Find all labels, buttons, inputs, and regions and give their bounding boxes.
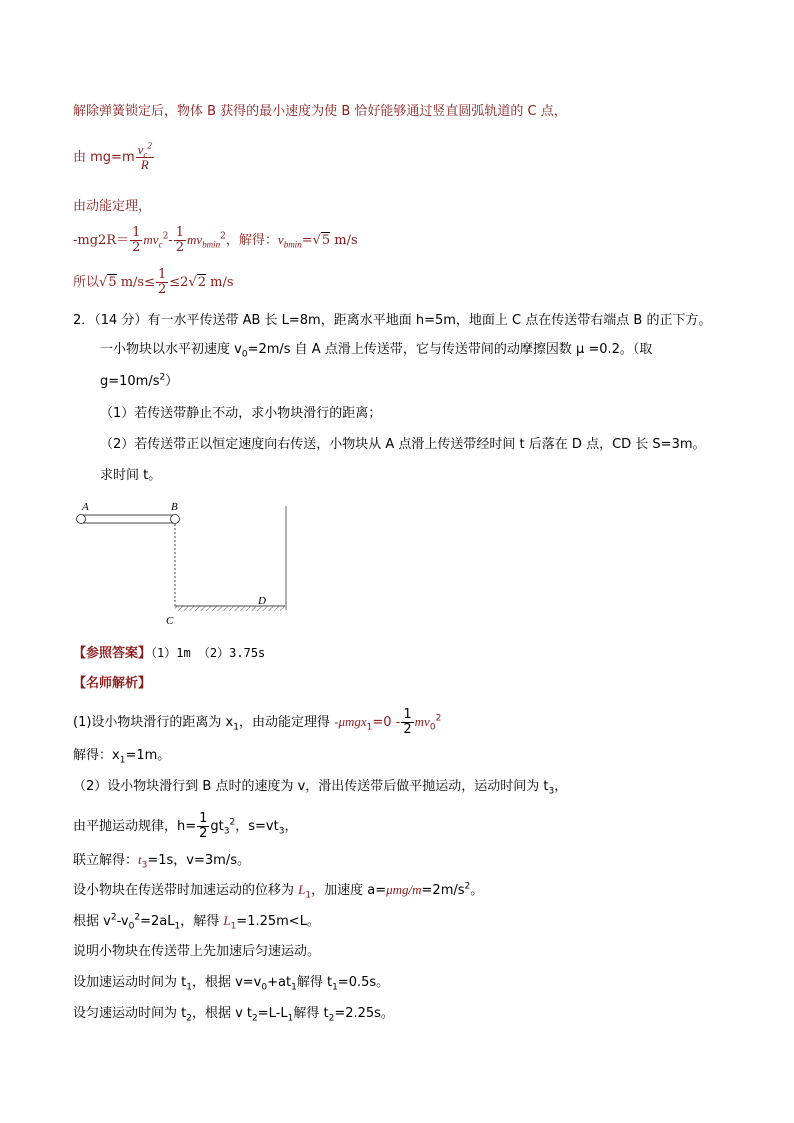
text-run: m/s≤	[116, 275, 155, 290]
text-run: 5	[108, 275, 117, 290]
text-run: =2aL	[140, 914, 175, 929]
text-run: gt	[210, 819, 224, 834]
text-run: =1m。	[125, 748, 171, 763]
text-run: 一小物块以水平初速度 v	[100, 342, 242, 357]
text-run: g=10m/s	[100, 374, 160, 389]
text-run: mv	[186, 232, 203, 247]
text-run: ，解得	[180, 914, 224, 929]
analysis-line-3	[73, 777, 567, 797]
text-run: 2	[186, 1013, 192, 1024]
analysis-line-9	[73, 973, 389, 993]
text-run: v	[137, 142, 144, 157]
text-run: -	[168, 233, 173, 248]
question-2-line-5: （2）若传送带正以恒定速度向右传送，小物块从 A 点滑上传送带经时间 t 后落在 D 点，CD 长 S=3m。	[100, 437, 706, 452]
text-run: =	[301, 233, 313, 248]
label-a: A	[82, 501, 89, 513]
label-b: B	[171, 501, 178, 513]
analysis-line-4	[73, 812, 297, 841]
text-run: 2	[403, 722, 412, 737]
text-run: -mg2R＝	[73, 233, 130, 248]
text-run: -v	[116, 914, 129, 929]
analysis-line-10	[73, 1004, 394, 1024]
text-run: 3	[278, 826, 285, 837]
text-run: 由平抛运动规律，h=	[73, 819, 197, 834]
sqrt-symbol: √	[312, 233, 321, 248]
fraction-half	[156, 268, 168, 297]
text-run: (1)设小物块滑行的距离为 x	[73, 715, 234, 730]
solution-line-1: 解除弹簧锁定后，物体 B 获得的最小速度为使 B 恰好能够通过竖直圆弧轨道的 C 点，	[73, 104, 567, 119]
solution-line-5	[73, 268, 234, 297]
text-run: bmin	[202, 239, 221, 250]
text-run: 解得 t	[293, 1006, 329, 1021]
text-run: 1	[199, 811, 208, 826]
text-run: m/s	[206, 275, 234, 290]
text-run: 3	[223, 826, 230, 837]
pulley-b	[171, 515, 180, 524]
conveyor-belt-diagram	[70, 498, 300, 633]
fraction-half	[130, 226, 142, 255]
text-run: 设小物块在传送带时加速运动的位移为	[73, 883, 299, 898]
text-run: 所以	[73, 275, 100, 290]
text-run: 2	[229, 817, 236, 828]
text-run: 1	[305, 890, 312, 901]
text-run: 1	[174, 921, 181, 932]
text-run: =1s，v=3m/s。	[147, 853, 250, 868]
text-run: 设匀速运动时间为 t	[73, 1006, 187, 1021]
answer-tag: 【参照答案】	[73, 646, 152, 661]
text-run: 0	[241, 349, 248, 360]
solution-line-2	[73, 140, 155, 172]
text-run: 2	[464, 881, 471, 892]
text-run: 2	[175, 240, 184, 255]
text-run: 1	[132, 225, 141, 240]
text-run: 0	[261, 982, 268, 993]
analysis-line-5	[73, 850, 250, 871]
conveyor-belt	[77, 515, 180, 524]
ground-hatching	[175, 606, 285, 611]
text-run: +at	[267, 975, 292, 990]
analysis-tag: 【名师解析】	[73, 676, 152, 691]
question-2-line-3	[100, 372, 178, 392]
text-run: 。	[470, 883, 484, 898]
text-run: ，	[554, 779, 568, 794]
fraction-half	[174, 226, 186, 255]
text-run: t	[138, 852, 142, 867]
text-run: m/s	[330, 233, 358, 248]
fraction-half	[401, 708, 413, 737]
text-run: 1	[366, 722, 373, 733]
text-run: 2	[162, 231, 169, 242]
question-2-line-1: 2．（14 分）有一水平传送带 AB 长 L=8m，距离水平地面 h=5m，地面上 C 点在传送带右端点 B 的正下方。	[73, 313, 712, 328]
label-c: C	[166, 615, 174, 627]
text-run: bmin	[283, 239, 302, 250]
text-run: 5	[321, 233, 331, 248]
text-run: 根据 v	[73, 914, 111, 929]
text-run: =2m/s	[421, 883, 465, 898]
text-run: R	[140, 157, 149, 172]
text-run: ，	[284, 819, 298, 834]
text-run: =0 -	[372, 715, 401, 730]
text-run: 解得 t	[296, 975, 333, 990]
sqrt-symbol: √	[188, 275, 197, 290]
text-run: =0.5s。	[337, 975, 390, 990]
text-run: 3	[141, 860, 148, 871]
text-run: 1	[332, 982, 338, 993]
text-run: 2	[435, 713, 442, 724]
text-run: -μmgx	[334, 714, 367, 729]
text-run: 联立解得：	[73, 853, 139, 868]
text-run: ，加速度 a=	[311, 883, 387, 898]
text-run: 由 mg=m	[73, 150, 135, 165]
text-run: 2	[147, 140, 152, 151]
text-run: 1	[291, 982, 297, 993]
answer-text: （1）1m （2）3.75s	[151, 646, 266, 660]
question-2-line-6: 求时间 t。	[100, 468, 162, 483]
text-run: 0	[128, 921, 135, 932]
text-run: 2	[159, 372, 166, 383]
text-run: c	[143, 149, 148, 160]
text-run: 2	[197, 275, 207, 290]
text-run: 2	[134, 912, 141, 923]
text-run: 设加速运动时间为 t	[73, 975, 187, 990]
text-run: ）	[165, 374, 179, 389]
answer-line	[73, 643, 265, 664]
text-run: 2	[110, 912, 117, 923]
text-run: =L-L	[257, 1006, 288, 1021]
text-run: 1	[230, 921, 237, 932]
text-run: ，根据 v t	[191, 1006, 253, 1021]
text-run: 1	[158, 267, 167, 282]
belt-body	[81, 515, 175, 523]
text-run: 2	[220, 231, 226, 242]
text-run: L	[223, 913, 231, 928]
text-run: 1	[119, 755, 126, 766]
text-run: ，s=vt	[235, 819, 279, 834]
analysis-line-8: 说明小物块在传送带上先加速后匀速运动。	[73, 944, 321, 959]
sqrt-symbol: √	[99, 275, 108, 290]
text-run: ，由动能定理得	[238, 715, 335, 730]
text-run: ，解得：	[225, 233, 278, 248]
text-run: 解得：x	[73, 748, 120, 763]
text-run: L	[298, 882, 306, 897]
text-run: =1.25m<L。	[236, 914, 320, 929]
text-run: c	[158, 239, 163, 250]
analysis-line-7	[73, 911, 320, 932]
text-run: 1	[175, 225, 184, 240]
text-run: mv	[414, 714, 430, 729]
text-run: μmg/m	[386, 882, 422, 897]
text-run: ，根据 v=v	[191, 975, 262, 990]
analysis-line-6	[73, 880, 483, 901]
label-d: D	[258, 595, 266, 607]
text-run: 2	[252, 1013, 258, 1024]
text-run: 1	[233, 722, 239, 733]
text-run: 3	[548, 786, 555, 797]
text-run: 0	[429, 722, 436, 733]
text-run: mv	[143, 232, 159, 247]
solution-line-3: 由动能定理，	[73, 199, 152, 214]
fraction-vc2-over-r	[136, 140, 154, 172]
text-run: v	[277, 232, 284, 247]
text-run: 2	[158, 282, 167, 297]
analysis-line-1	[73, 708, 441, 737]
question-2-line-4: （1）若传送带静止不动，求小物块滑行的距离；	[100, 406, 382, 421]
text-run: ≤2	[169, 275, 189, 290]
text-run: 1	[403, 707, 412, 722]
pulley-a	[77, 515, 86, 524]
analysis-line-2	[73, 746, 170, 766]
text-run: =2.25s。	[334, 1006, 394, 1021]
text-run: （2）设小物块滑行到 B 点时的速度为 v，滑出传送带后做平抛运动，运动时间为 t	[73, 779, 549, 794]
text-run: 2	[132, 240, 141, 255]
text-run: 1	[186, 982, 192, 993]
text-run: 1	[287, 1013, 294, 1024]
question-2-line-2	[100, 340, 652, 360]
text-run: 2	[328, 1013, 335, 1024]
fraction-half	[197, 812, 209, 841]
solution-line-4	[73, 226, 358, 255]
text-run: =2m/s 自 A 点滑上传送带，它与传送带间的动摩擦因数 μ =0.2。（取	[247, 342, 653, 357]
text-run: 2	[199, 826, 208, 841]
